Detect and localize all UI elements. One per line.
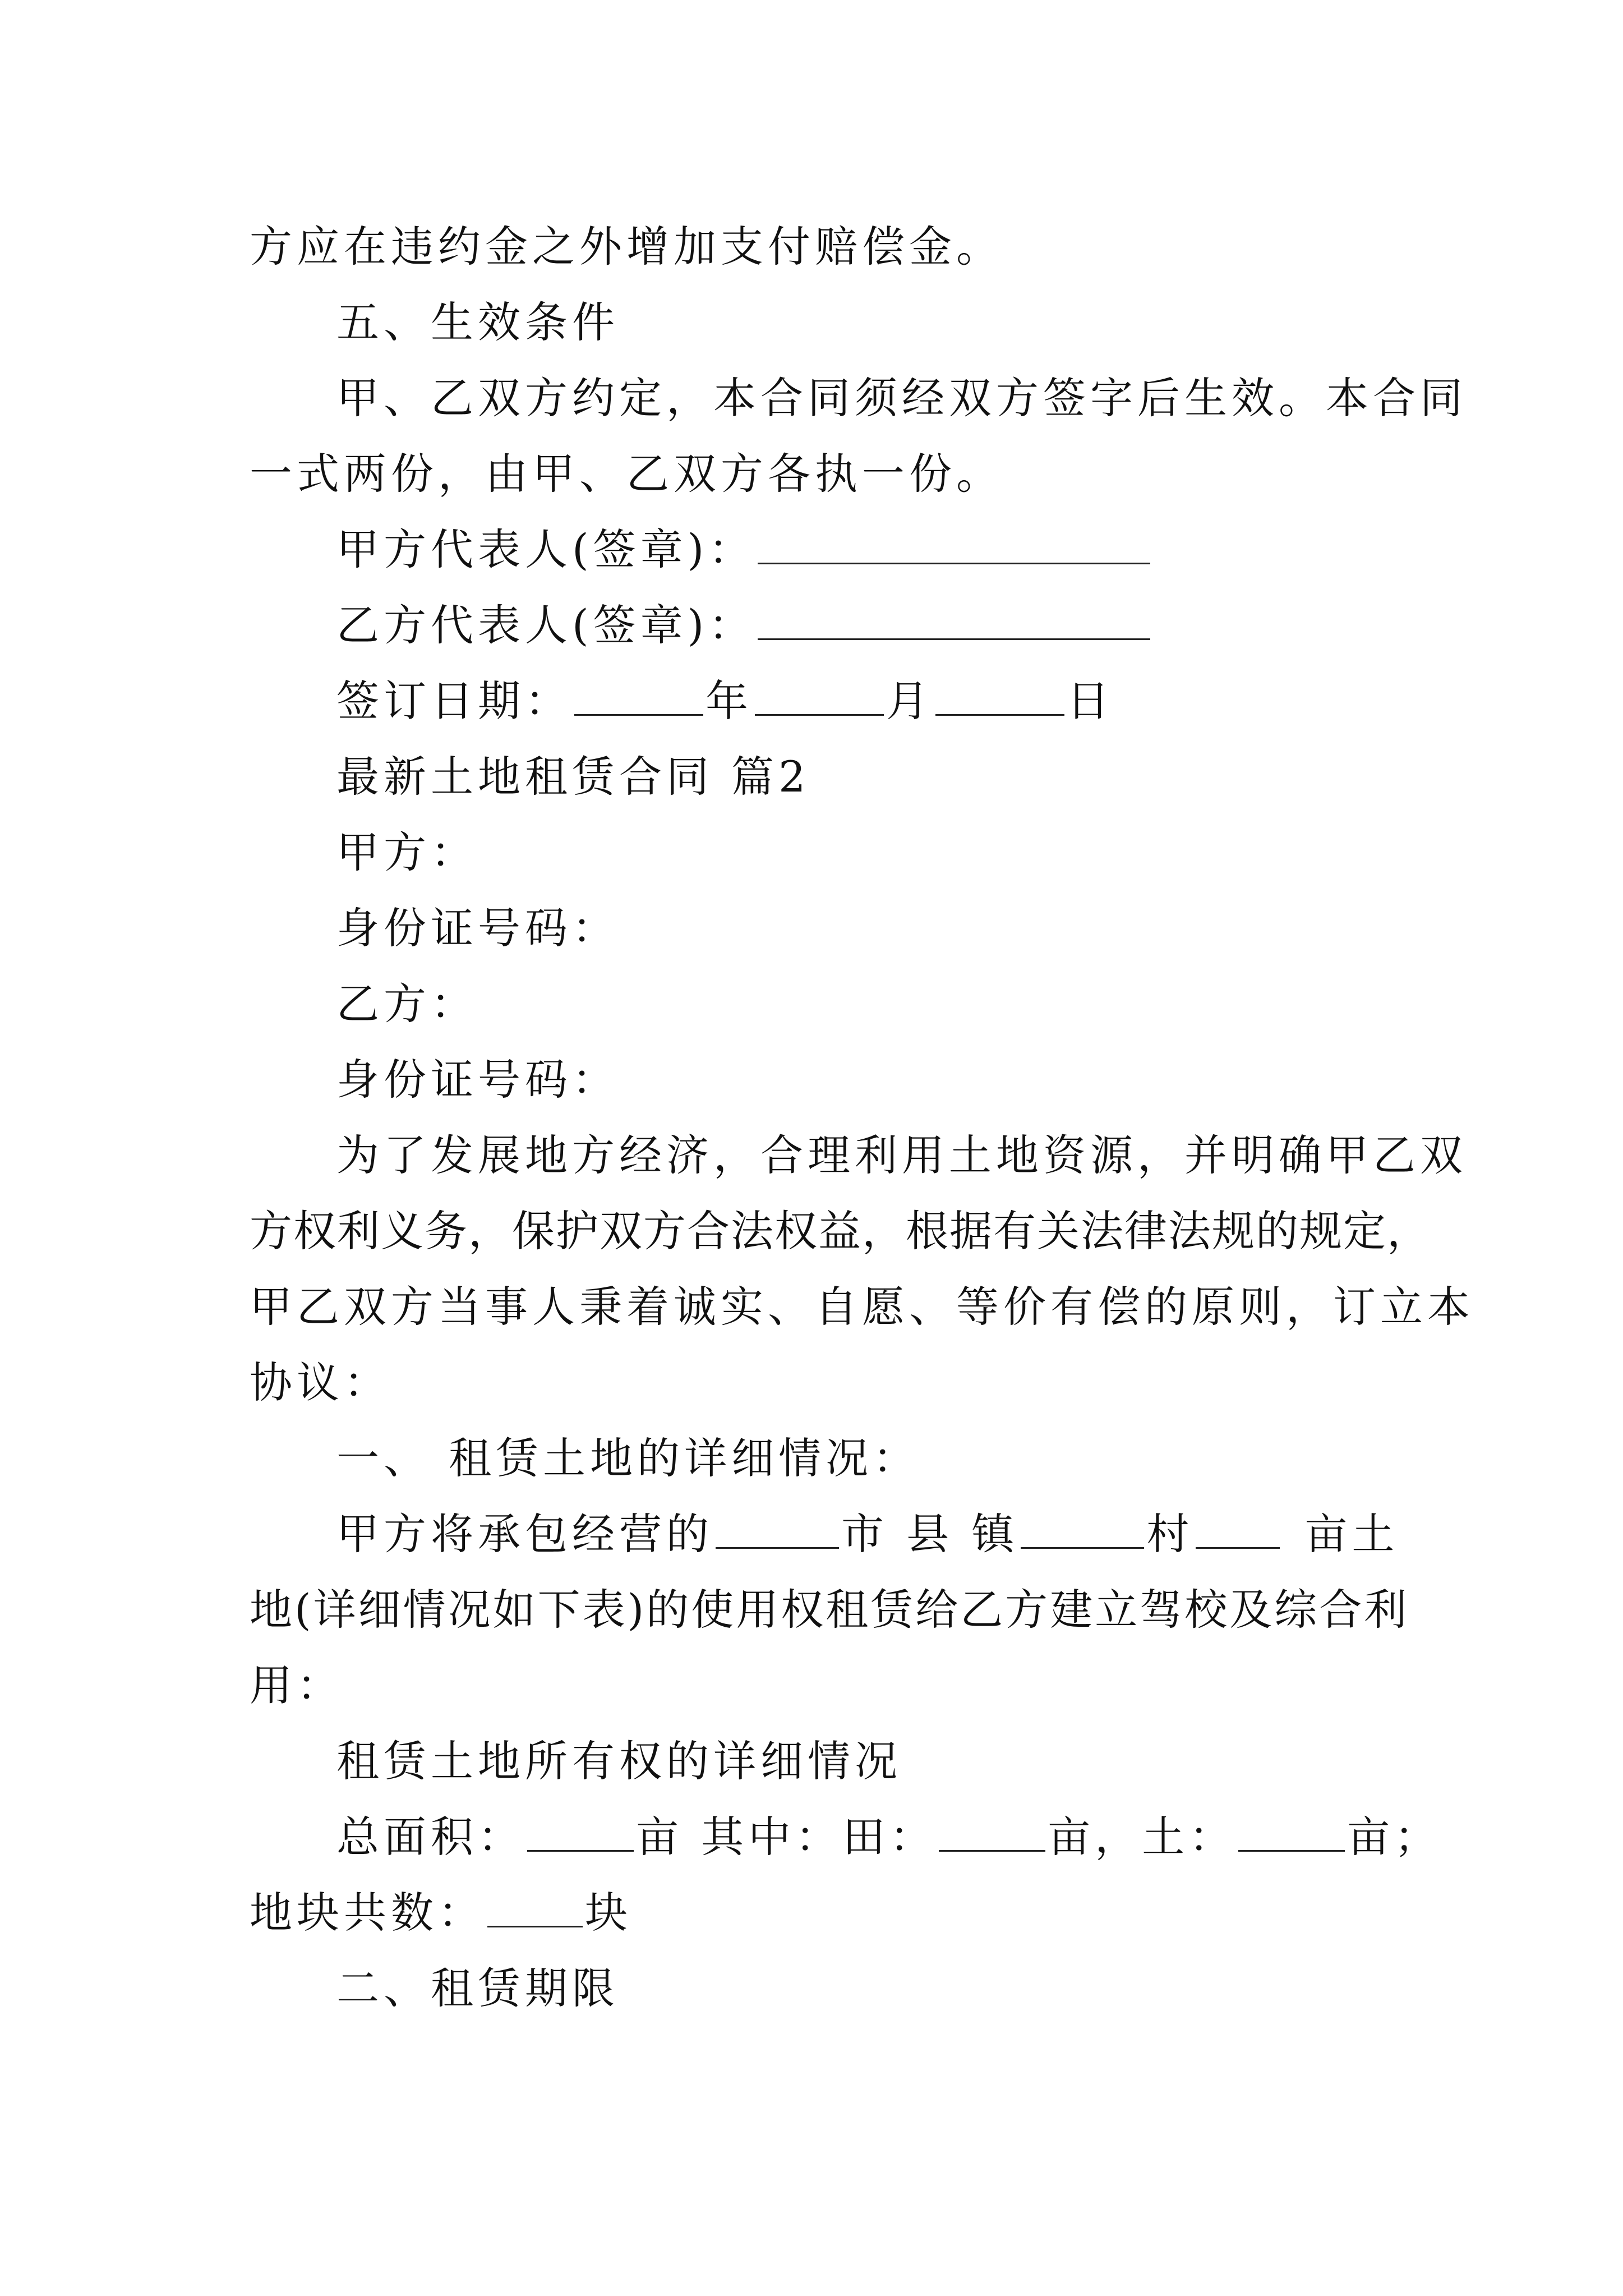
text-line bbox=[336, 367, 1467, 429]
section-heading bbox=[336, 292, 1382, 353]
paragraph-text: 地(详细情况如下表)的使用权租赁给乙方建立驾校及综合利 bbox=[250, 1585, 1409, 1635]
date-label: 签订日期： bbox=[336, 676, 572, 726]
paragraph-text: 亩土 bbox=[1304, 1509, 1399, 1559]
signature-blank bbox=[758, 528, 1150, 564]
paragraph-text: 亩； bbox=[1347, 1812, 1442, 1862]
paragraph-text: 村 bbox=[1146, 1509, 1194, 1559]
city-blank bbox=[716, 1512, 839, 1549]
party-b-id-field bbox=[336, 1049, 1382, 1111]
town-blank bbox=[1021, 1512, 1144, 1549]
plot-count-blank bbox=[487, 1891, 583, 1927]
party-a-field bbox=[336, 822, 1382, 884]
month-label: 月 bbox=[886, 676, 933, 726]
text-line bbox=[250, 1579, 1409, 1641]
text-line bbox=[250, 1655, 1382, 1717]
text-line bbox=[250, 1352, 1382, 1414]
paragraph-text: 亩 其中：田： bbox=[636, 1812, 937, 1862]
day-label: 日 bbox=[1067, 676, 1114, 726]
paragraph-text: 甲乙双方当事人秉着诚实、自愿、等价有偿的原则，订立本 bbox=[250, 1282, 1474, 1332]
paragraph-text: 租赁土地所有权的详细情况 bbox=[336, 1736, 902, 1786]
signature-label: 甲方代表人(签章)： bbox=[336, 524, 756, 574]
paragraph-text: 为了发展地方经济，合理利用土地资源，并明确甲乙双 bbox=[336, 1130, 1467, 1180]
total-area-blank bbox=[527, 1815, 634, 1852]
field-label: 乙方： bbox=[336, 979, 478, 1029]
paragraph-text: 方权利义务，保护双方合法权益，根据有关法律法规的规定， bbox=[250, 1206, 1431, 1256]
party-b-field bbox=[336, 973, 1382, 1035]
signature-blank bbox=[758, 604, 1150, 640]
signing-date-line bbox=[336, 670, 1382, 732]
text-line bbox=[336, 1731, 1382, 1792]
paragraph-text: 总面积： bbox=[336, 1812, 525, 1862]
section-heading bbox=[336, 1428, 1382, 1489]
heading-text: 五、生效条件 bbox=[336, 297, 619, 347]
heading-text: 二、租赁期限 bbox=[336, 1963, 619, 2013]
text-line bbox=[250, 1276, 1474, 1338]
paragraph-text: 甲方将承包经营的 bbox=[336, 1509, 713, 1559]
text-line bbox=[250, 443, 1382, 505]
field-label: 甲方： bbox=[336, 827, 478, 877]
paragraph-text: 亩，土： bbox=[1048, 1812, 1237, 1862]
plot-count-line bbox=[250, 1882, 1382, 1944]
text-line bbox=[250, 1200, 1431, 1262]
year-blank bbox=[574, 679, 703, 716]
land-area-blank bbox=[1238, 1815, 1345, 1852]
party-a-id-field bbox=[336, 898, 1382, 959]
year-label: 年 bbox=[706, 676, 753, 726]
text-line bbox=[336, 1125, 1467, 1186]
month-blank bbox=[755, 679, 884, 716]
paragraph-text: 一式两份，由甲、乙双方各执一份。 bbox=[250, 449, 1003, 499]
signature-label: 乙方代表人(签章)： bbox=[336, 600, 756, 650]
party-a-signature-line bbox=[336, 519, 1382, 581]
area-details-line bbox=[336, 1806, 1442, 1868]
paragraph-text: 用： bbox=[250, 1660, 344, 1710]
paragraph-text: 市 县 镇 bbox=[841, 1509, 1019, 1559]
section-heading bbox=[336, 1958, 1382, 2019]
field-label: 身份证号码： bbox=[336, 1055, 619, 1105]
contract-title bbox=[336, 746, 1382, 808]
paragraph-text: 地块共数： bbox=[250, 1888, 485, 1938]
heading-text: 一、 租赁土地的详细情况： bbox=[336, 1433, 920, 1483]
field-label: 身份证号码： bbox=[336, 903, 619, 953]
paragraph-text: 块 bbox=[585, 1888, 632, 1938]
party-b-signature-line bbox=[336, 595, 1382, 656]
field-area-blank bbox=[939, 1815, 1045, 1852]
paragraph-text: 方应在违约金之外增加支付赔偿金。 bbox=[250, 222, 1003, 272]
area-blank bbox=[1196, 1512, 1280, 1549]
paragraph-text: 协议： bbox=[250, 1358, 391, 1407]
title-text: 最新土地租赁合同 篇2 bbox=[336, 752, 810, 802]
day-blank bbox=[935, 679, 1064, 716]
text-line bbox=[336, 1503, 1399, 1565]
text-line bbox=[250, 216, 1382, 278]
paragraph-text: 甲、乙双方约定，本合同须经双方签字后生效。本合同 bbox=[336, 373, 1467, 423]
